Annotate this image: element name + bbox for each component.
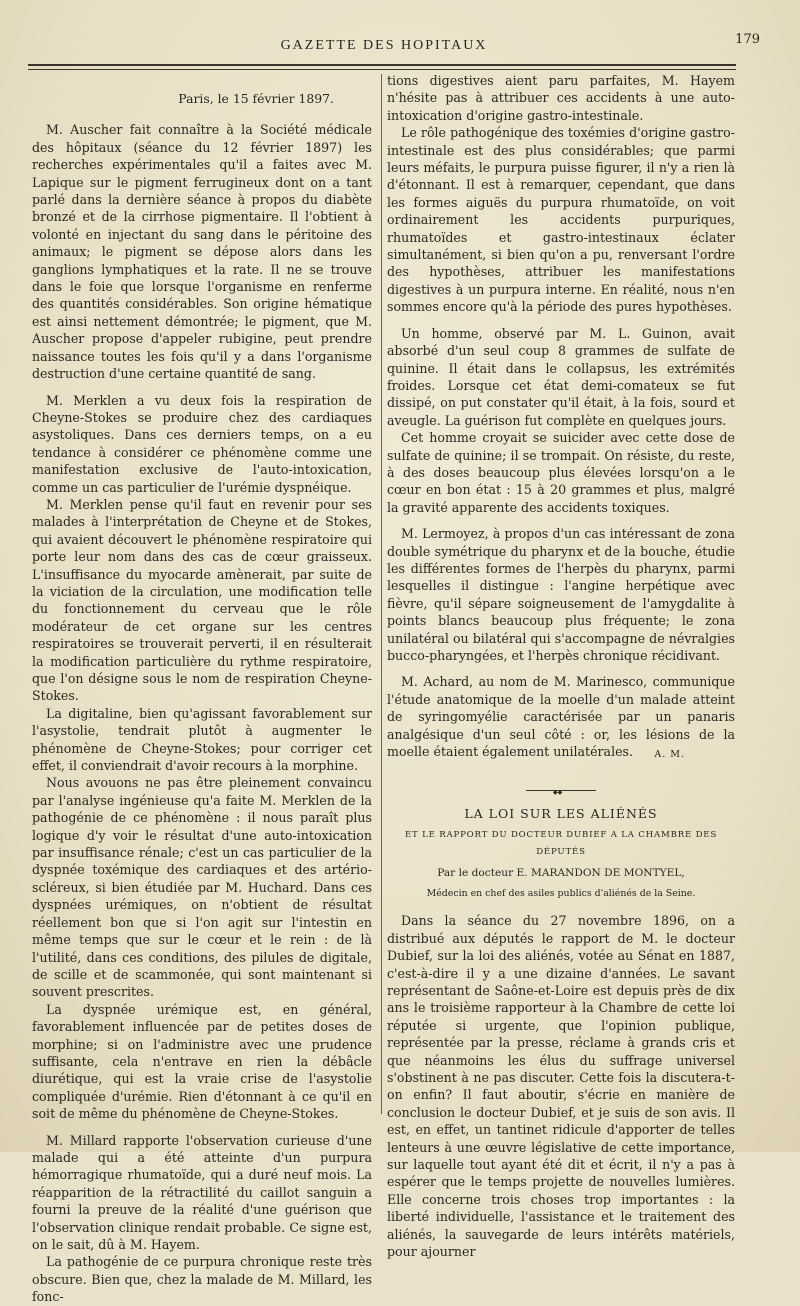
journal-title: GAZETTE DES HOPITAUX	[280, 38, 488, 53]
signature: A. M.	[654, 749, 685, 761]
paragraph-achard: M. Achard, au nom de M. Marinesco, communique l'étude anatomique de la moelle d'un malade atteint de syringomyélie caractérisée par un panaris analgésique d'un seul côté : or, les lésions de la moelle étaient également unilatérales.	[387, 674, 735, 760]
page-header	[28, 32, 760, 56]
column-separator	[381, 74, 382, 1114]
article-subtitle: ET LE RAPPORT DU DOCTEUR DUBIEF A LA CHAMBRE DES DÉPUTÉS	[404, 829, 718, 858]
article-body: Dans la séance du 27 novembre 1896, on a distribué aux députés le rapport de M. le docteur Dubief, sur la loi des aliénés, votée au Sénat en 1887, c'est-à-dire il y a une dizaine d'années. Le savant représentant de Saône-et-Loire est depuis près de dix ans le troisième rapporteur à la Chambre de cette loi réputée si urgente, que l'opinion publique, représentée par la presse, réclame à grands cris et que néanmoins les élus du suffrage universel s'obstinent à ne pas discuter. Cette fois la discutera-t-on enfin? Il faut aboutir, s'écrie en manière de conclusion le docteur Dubief, et je suis de son avis. Il est, en effet, un tantinet ridicule d'apporter de telles lenteurs à une œuvre législative de cette importance, sur laquelle tout ayant été dit et écrit, il n'y a pas à espérer que le temps projette de nouvelles lumières. Elle concerne trois choses trop importantes : la liberté individuelle, l'assistance et le traitement des aliénés, la sauvegarde de leurs intérêts matériels, pour ajourner	[387, 913, 735, 1259]
article-affiliation: Médecin en chef des asiles publics d'aliénés de la Seine.	[426, 887, 696, 899]
paragraph-merklen-1: M. Merklen a vu deux fois la respiration de Cheyne-Stokes se produire chez des cardiaques asystoliques. Dans ces derniers temps, on a eu tendance à considérer ce phénomène comme une manifestation exclusive de l'auto-intoxication, comme un cas particulier de l'urémie dyspnéique.	[32, 392, 372, 495]
page-number: 179	[735, 32, 760, 47]
paragraph-quinine: Cet homme croyait se suicider avec cette dose de sulfate de quinine; il se trompait. On résiste, du reste, à des doses beaucoup plus élevées lorsqu'on a le cœur en bon état : 15 à 20 grammes et plus, malgré la gravité apparente des accidents toxiques.	[387, 430, 735, 515]
header-rule-thin	[28, 69, 736, 70]
paragraph-guinon: Un homme, observé par M. L. Guinon, avait absorbé d'un seul coup 8 grammes de sulfate de quinine. Il était dans le collapsus, les extrémités froides. Lorsque cet état demi-comateux se fut dissipé, on put constater qu'il était, à la fois, sourd et aveugle. La guérison fut complète en quelques jours.	[387, 325, 735, 428]
section-ornament	[387, 778, 735, 795]
article-author: Par le docteur E. MARANDON DE MONTYEL,	[437, 867, 685, 880]
paragraph-toxemies: Le rôle pathogénique des toxémies d'origine gastro-intestinale est des plus considérables; que parmi leurs méfaits, le purpura puisse figurer, il n'y a rien là d'étonnant. Il est à remarquer, cependant, que dans les formes aiguës du purpura rhumatoïde, on voit ordinairement les accidents purpuriques, rhumatoïdes et gastro-intestinaux éclater simultanément, si bien qu'on a pu, renversant l'ordre des hypothèses, attribuer les manifestations digestives à un purpura interne. En réalité, nous n'en sommes encore qu'à la période des pures hypothèses.	[387, 125, 735, 315]
right-column	[387, 72, 735, 1260]
paragraph-dyspnee: La dyspnée urémique est, en général, favorablement influencée par de petites doses de morphine; si on l'administre avec une prudence suffisante, cela n'entrave en rien la débâcle diurétique, qui est la vraie crise de l'asystolie compliquée d'urémie. Rien d'étonnant à ce qu'il en soit de même du phénomène de Cheyne-Stokes.	[32, 1001, 372, 1122]
paragraph-digitaline: La digitaline, bien qu'agissant favorablement sur l'asystolie, tendrait plutôt à augmenter le phénomène de Cheyne-Stokes; pour corriger cet effet, il conviendrait d'avoir recours à la morphine.	[32, 705, 372, 774]
paragraph-commentary: Nous avouons ne pas être pleinement convaincu par l'analyse ingénieuse qu'a faite M. Merklen de la pathogénie de ce phénomène : il nous paraît plus logique d'y voir le résultat d'une auto-intoxication par insuffisance rénale; c'est un cas particulier de la dyspnée toxémique des cardiaques et des artério-scléreux, si bien étudiée par M. Huchard. Dans ces dyspnées urémiques, on n'obtient de résultat réellement bon que si l'on agit sur l'intestin en même temps que sur le cœur et le rein : de là l'utilité, dans ces conditions, des pilules de digitale, de scille et de scammonée, qui sont maintenant si souvent prescrites.	[32, 775, 372, 1000]
paragraph-auscher: M. Auscher fait connaître à la Société médicale des hôpitaux (séance du 12 février 1897) les recherches expérimentales qu'il a faites avec M. Lapique sur le pigment ferrugineux dont on a tant parlé dans la dernière séance à propos du diabète bronzé et de la cirrhose pigmentaire. Il l'obtient à volonté en injectant du sang dans le péritoine des animaux; le pigment se dépose alors dans les ganglions lymphatiques et la rate. Il ne se trouve dans le foie que lorsque l'organisme en renferme des quantités considérables. Son origine hématique est ainsi nettement démontrée; le pigment, que M. Auscher propose d'appeler rubigine, peut prendre naissance toutes les fois qu'il y a dans l'organisme destruction d'une certaine quantité de sang.	[32, 122, 372, 382]
article-title: LA LOI SUR LES ALIÉNÉS	[464, 806, 658, 822]
dateline: Paris, le 15 février 1897.	[178, 91, 334, 106]
left-column	[32, 78, 372, 1306]
paragraph-lermoyez: M. Lermoyez, à propos d'un cas intéressant de zona double symétrique du pharynx et de la bouche, étudie les différentes formes de l'herpès du pharynx, parmi lesquelles il distingue : l'angine herpétique avec fièvre, qu'il sépare soigneusement de l'amygdalite à points blancs beaucoup plus fréquente; le zona unilatéral ou bilatéral qui s'accompagne de névralgies bucco-pharyngées, et l'herpès chronique récidivant.	[387, 526, 735, 663]
paragraph-millard: M. Millard rapporte l'observation curieuse d'une malade qui a été atteinte d'un purpura hémorragique rhumatoïde, qui a duré neuf mois. La réapparition de la rétractilité du caillot sanguin a fourni la preuve de la réalité d'une guérison que l'observation clinique rendait probable. Ce signe est, on le sait, dû à M. Hayem.	[32, 1132, 372, 1252]
paragraph-purpura: La pathogénie de ce purpura chronique reste très obscure. Bien que, chez la malade de M. Millard, les fonc-	[32, 1254, 372, 1305]
paragraph-continuation: tions digestives aient paru parfaites, M. Hayem n'hésite pas à attribuer ces accidents à une auto-intoxication d'origine gastro-intestinale.	[387, 73, 735, 123]
paragraph-merklen-2: M. Merklen pense qu'il faut en revenir pour ses malades à l'interprétation de Cheyne et de Stokes, qui avaient découvert le phénomène respiratoire qui porte leur nom dans des cas de cœur graisseux. L'insuffisance du myocarde amènerait, par suite de la viciation de la circulation, une modification telle du fonctionnement du cerveau que le rôle modérateur de cet organe sur les centres respiratoires se trouverait perverti, il en résulterait la modification particulière du rythme respiratoire, que l'on désigne sous le nom de respiration Cheyne-Stokes.	[32, 496, 372, 704]
header-rule-thick	[28, 64, 736, 66]
